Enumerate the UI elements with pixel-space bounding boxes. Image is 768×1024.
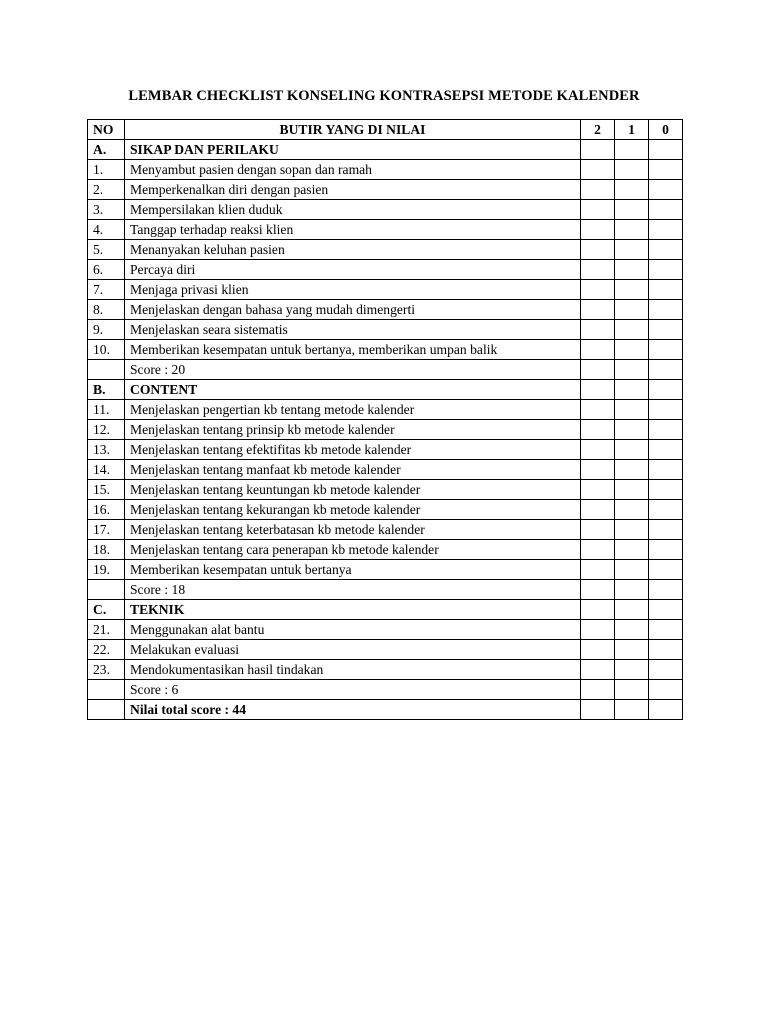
score-2-checkbox-cell[interactable]: [581, 280, 615, 300]
section-score: Score : 20: [125, 360, 581, 380]
score-0-checkbox-cell[interactable]: [649, 560, 683, 580]
score-0-checkbox-cell[interactable]: [649, 440, 683, 460]
score-2-checkbox-cell[interactable]: [581, 400, 615, 420]
table-row: [88, 500, 683, 520]
score-1-checkbox-cell[interactable]: [615, 260, 649, 280]
row-number: [88, 700, 125, 720]
item-text: Mempersilakan klien duduk: [125, 200, 581, 220]
score-row: [88, 580, 683, 600]
score-1-checkbox-cell[interactable]: [615, 220, 649, 240]
score-0-checkbox-cell[interactable]: [649, 500, 683, 520]
score-1-checkbox-cell[interactable]: [615, 160, 649, 180]
row-number: 23.: [88, 660, 125, 680]
page-title: LEMBAR CHECKLIST KONSELING KONTRASEPSI METODE KALENDER: [128, 88, 640, 104]
header-no: NO: [88, 120, 125, 140]
score-0-checkbox-cell[interactable]: [649, 480, 683, 500]
score-0-checkbox-cell[interactable]: [649, 660, 683, 680]
row-number: [88, 360, 125, 380]
row-number: 22.: [88, 640, 125, 660]
score-row: [88, 360, 683, 380]
score-1-checkbox-cell[interactable]: [615, 580, 649, 600]
table-row: [88, 660, 683, 680]
score-1-checkbox-cell[interactable]: [615, 600, 649, 620]
score-0-checkbox-cell[interactable]: [649, 220, 683, 240]
section-title: TEKNIK: [125, 600, 581, 620]
score-2-checkbox-cell[interactable]: [581, 660, 615, 680]
score-0-checkbox-cell[interactable]: [649, 280, 683, 300]
row-number: 5.: [88, 240, 125, 260]
row-number: 17.: [88, 520, 125, 540]
score-1-checkbox-cell[interactable]: [615, 420, 649, 440]
item-text: Menjelaskan tentang cara penerapan kb metode kalender: [125, 540, 581, 560]
row-number: A.: [88, 140, 125, 160]
score-2-checkbox-cell[interactable]: [581, 380, 615, 400]
score-1-checkbox-cell[interactable]: [615, 180, 649, 200]
table-row: [88, 160, 683, 180]
score-0-checkbox-cell[interactable]: [649, 400, 683, 420]
score-0-checkbox-cell[interactable]: [649, 140, 683, 160]
checklist-body: [88, 140, 683, 720]
score-1-checkbox-cell[interactable]: [615, 560, 649, 580]
item-text: Melakukan evaluasi: [125, 640, 581, 660]
score-0-checkbox-cell[interactable]: [649, 580, 683, 600]
checklist-table: [87, 119, 683, 720]
score-0-checkbox-cell[interactable]: [649, 600, 683, 620]
score-2-checkbox-cell[interactable]: [581, 200, 615, 220]
item-text: Percaya diri: [125, 260, 581, 280]
score-1-checkbox-cell[interactable]: [615, 520, 649, 540]
header-item: BUTIR YANG DI NILAI: [125, 120, 581, 140]
row-number: 16.: [88, 500, 125, 520]
score-0-checkbox-cell[interactable]: [649, 680, 683, 700]
table-row: [88, 320, 683, 340]
score-2-checkbox-cell[interactable]: [581, 640, 615, 660]
item-text: Memberikan kesempatan untuk bertanya: [125, 560, 581, 580]
score-1-checkbox-cell[interactable]: [615, 700, 649, 720]
score-row: [88, 680, 683, 700]
item-text: Menjelaskan tentang keuntungan kb metode kalender: [125, 480, 581, 500]
table-row: [88, 440, 683, 460]
score-0-checkbox-cell[interactable]: [649, 260, 683, 280]
item-text: Menjelaskan tentang prinsip kb metode kalender: [125, 420, 581, 440]
item-text: Menjelaskan tentang manfaat kb metode kalender: [125, 460, 581, 480]
total-score: Nilai total score : 44: [125, 700, 581, 720]
item-text: Menyambut pasien dengan sopan dan ramah: [125, 160, 581, 180]
row-number: C.: [88, 600, 125, 620]
score-0-checkbox-cell[interactable]: [649, 420, 683, 440]
score-2-checkbox-cell[interactable]: [581, 180, 615, 200]
score-2-checkbox-cell[interactable]: [581, 520, 615, 540]
table-row: [88, 240, 683, 260]
score-2-checkbox-cell[interactable]: [581, 260, 615, 280]
score-1-checkbox-cell[interactable]: [615, 460, 649, 480]
score-1-checkbox-cell[interactable]: [615, 500, 649, 520]
item-text: Memperkenalkan diri dengan pasien: [125, 180, 581, 200]
score-2-checkbox-cell[interactable]: [581, 700, 615, 720]
section-title: CONTENT: [125, 380, 581, 400]
row-number: 13.: [88, 440, 125, 460]
row-number: 1.: [88, 160, 125, 180]
score-2-checkbox-cell[interactable]: [581, 160, 615, 180]
table-row: [88, 420, 683, 440]
score-2-checkbox-cell[interactable]: [581, 600, 615, 620]
score-0-checkbox-cell[interactable]: [649, 200, 683, 220]
row-number: 2.: [88, 180, 125, 200]
score-2-checkbox-cell[interactable]: [581, 680, 615, 700]
table-row: [88, 280, 683, 300]
score-1-checkbox-cell[interactable]: [615, 360, 649, 380]
header-score-1: 1: [615, 120, 649, 140]
score-1-checkbox-cell[interactable]: [615, 440, 649, 460]
score-1-checkbox-cell[interactable]: [615, 620, 649, 640]
row-number: 7.: [88, 280, 125, 300]
item-text: Memberikan kesempatan untuk bertanya, memberikan umpan balik: [125, 340, 581, 360]
score-1-checkbox-cell[interactable]: [615, 480, 649, 500]
row-number: B.: [88, 380, 125, 400]
section-score: Score : 6: [125, 680, 581, 700]
score-0-checkbox-cell[interactable]: [649, 320, 683, 340]
row-number: 8.: [88, 300, 125, 320]
score-0-checkbox-cell[interactable]: [649, 380, 683, 400]
table-row: [88, 400, 683, 420]
score-0-checkbox-cell[interactable]: [649, 460, 683, 480]
section-row: [88, 380, 683, 400]
score-1-checkbox-cell[interactable]: [615, 400, 649, 420]
score-1-checkbox-cell[interactable]: [615, 240, 649, 260]
header-score-2: 2: [581, 120, 615, 140]
score-1-checkbox-cell[interactable]: [615, 660, 649, 680]
header-row: [88, 120, 683, 140]
table-row: [88, 560, 683, 580]
score-2-checkbox-cell[interactable]: [581, 620, 615, 640]
score-0-checkbox-cell[interactable]: [649, 620, 683, 640]
row-number: 9.: [88, 320, 125, 340]
row-number: 6.: [88, 260, 125, 280]
item-text: Menjelaskan tentang efektifitas kb metode kalender: [125, 440, 581, 460]
section-row: [88, 140, 683, 160]
score-2-checkbox-cell[interactable]: [581, 220, 615, 240]
score-2-checkbox-cell[interactable]: [581, 560, 615, 580]
score-2-checkbox-cell[interactable]: [581, 360, 615, 380]
row-number: 3.: [88, 200, 125, 220]
item-text: Menggunakan alat bantu: [125, 620, 581, 640]
score-2-checkbox-cell[interactable]: [581, 320, 615, 340]
row-number: 19.: [88, 560, 125, 580]
row-number: 10.: [88, 340, 125, 360]
score-2-checkbox-cell[interactable]: [581, 340, 615, 360]
table-row: [88, 220, 683, 240]
score-2-checkbox-cell[interactable]: [581, 500, 615, 520]
score-1-checkbox-cell[interactable]: [615, 380, 649, 400]
header-score-0: 0: [649, 120, 683, 140]
item-text: Menjelaskan tentang keterbatasan kb metode kalender: [125, 520, 581, 540]
row-number: [88, 680, 125, 700]
score-0-checkbox-cell[interactable]: [649, 340, 683, 360]
score-0-checkbox-cell[interactable]: [649, 360, 683, 380]
score-0-checkbox-cell[interactable]: [649, 300, 683, 320]
row-number: 4.: [88, 220, 125, 240]
score-0-checkbox-cell[interactable]: [649, 540, 683, 560]
item-text: Menjaga privasi klien: [125, 280, 581, 300]
row-number: 18.: [88, 540, 125, 560]
score-2-checkbox-cell[interactable]: [581, 480, 615, 500]
item-text: Tanggap terhadap reaksi klien: [125, 220, 581, 240]
score-2-checkbox-cell[interactable]: [581, 140, 615, 160]
score-1-checkbox-cell[interactable]: [615, 300, 649, 320]
score-0-checkbox-cell[interactable]: [649, 640, 683, 660]
item-text: Menjelaskan tentang kekurangan kb metode kalender: [125, 500, 581, 520]
score-2-checkbox-cell[interactable]: [581, 300, 615, 320]
score-0-checkbox-cell[interactable]: [649, 520, 683, 540]
score-1-checkbox-cell[interactable]: [615, 140, 649, 160]
score-2-checkbox-cell[interactable]: [581, 420, 615, 440]
row-number: 14.: [88, 460, 125, 480]
row-number: 15.: [88, 480, 125, 500]
score-2-checkbox-cell[interactable]: [581, 440, 615, 460]
table-row: [88, 460, 683, 480]
score-0-checkbox-cell[interactable]: [649, 180, 683, 200]
table-row: [88, 640, 683, 660]
table-row: [88, 260, 683, 280]
row-number: 12.: [88, 420, 125, 440]
score-2-checkbox-cell[interactable]: [581, 540, 615, 560]
score-1-checkbox-cell[interactable]: [615, 340, 649, 360]
item-text: Menjelaskan pengertian kb tentang metode kalender: [125, 400, 581, 420]
score-2-checkbox-cell[interactable]: [581, 240, 615, 260]
section-row: [88, 600, 683, 620]
table-row: [88, 540, 683, 560]
row-number: 11.: [88, 400, 125, 420]
section-title: SIKAP DAN PERILAKU: [125, 140, 581, 160]
table-row: [88, 180, 683, 200]
item-text: Menjelaskan dengan bahasa yang mudah dimengerti: [125, 300, 581, 320]
table-row: [88, 340, 683, 360]
score-2-checkbox-cell[interactable]: [581, 580, 615, 600]
total-score-row: [88, 700, 683, 720]
score-2-checkbox-cell[interactable]: [581, 460, 615, 480]
item-text: Mendokumentasikan hasil tindakan: [125, 660, 581, 680]
table-row: [88, 480, 683, 500]
score-1-checkbox-cell[interactable]: [615, 640, 649, 660]
table-row: [88, 300, 683, 320]
section-score: Score : 18: [125, 580, 581, 600]
item-text: Menjelaskan seara sistematis: [125, 320, 581, 340]
score-0-checkbox-cell[interactable]: [649, 700, 683, 720]
table-row: [88, 200, 683, 220]
score-0-checkbox-cell[interactable]: [649, 160, 683, 180]
score-1-checkbox-cell[interactable]: [615, 540, 649, 560]
score-1-checkbox-cell[interactable]: [615, 680, 649, 700]
score-1-checkbox-cell[interactable]: [615, 320, 649, 340]
table-row: [88, 620, 683, 640]
item-text: Menanyakan keluhan pasien: [125, 240, 581, 260]
score-0-checkbox-cell[interactable]: [649, 240, 683, 260]
table-row: [88, 520, 683, 540]
score-1-checkbox-cell[interactable]: [615, 200, 649, 220]
score-1-checkbox-cell[interactable]: [615, 280, 649, 300]
row-number: 21.: [88, 620, 125, 640]
row-number: [88, 580, 125, 600]
